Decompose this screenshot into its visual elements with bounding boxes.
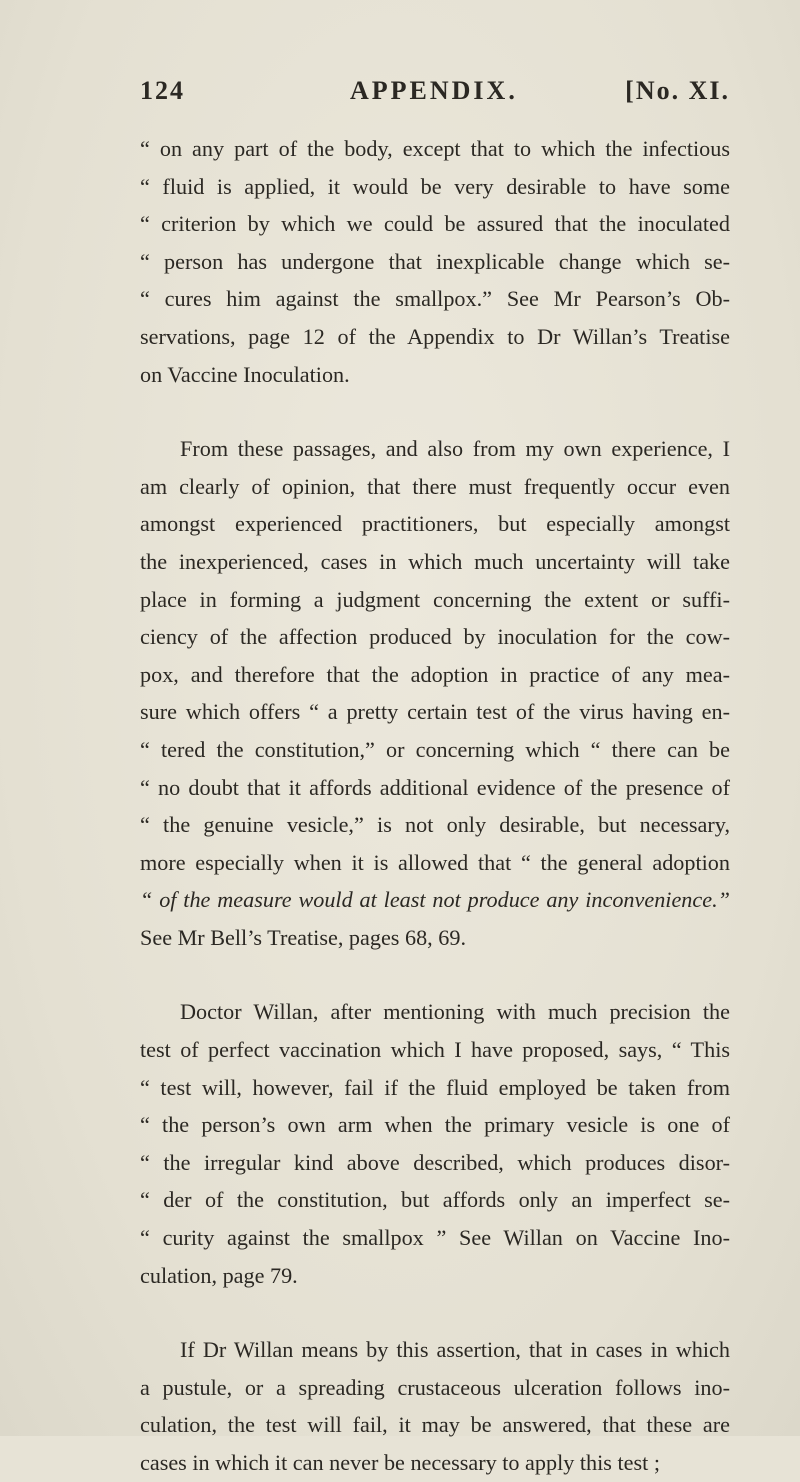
text-line: “ person has undergone that inexplicable change which se- bbox=[140, 248, 730, 274]
text-line: If Dr Willan means by this assertion, that in cases in which bbox=[180, 1337, 730, 1363]
text-line: See Mr Bell’s Treatise, pages 68, 69. bbox=[140, 924, 467, 950]
text-line: “ of the measure would at least not produce any inconvenience.” bbox=[140, 887, 730, 913]
page-number: 124 bbox=[140, 76, 185, 105]
text-line: on Vaccine Inoculation. bbox=[140, 361, 350, 387]
text-line: amongst experienced practitioners, but especially amongst bbox=[140, 511, 730, 537]
body-text bbox=[140, 130, 730, 1482]
text-line: “ tered the constitution,” or concerning which “ there can be bbox=[140, 736, 730, 762]
text-line: pox, and therefore that the adoption in practice of any mea- bbox=[140, 661, 730, 687]
paragraph-4 bbox=[140, 1331, 730, 1481]
text-line: “ the irregular kind above described, which produces disor- bbox=[140, 1149, 730, 1175]
text-line: “ der of the constitution, but affords only an imperfect se- bbox=[140, 1187, 730, 1213]
text-line: ciency of the affection produced by inoculation for the cow- bbox=[140, 624, 730, 650]
text-line: “ test will, however, fail if the fluid employed be taken from bbox=[140, 1074, 730, 1100]
text-line: place in forming a judgment concerning the extent or suffi- bbox=[140, 586, 730, 612]
running-header bbox=[140, 76, 730, 110]
paragraph-2 bbox=[140, 430, 730, 956]
text-line: a pustule, or a spreading crustaceous ulceration follows ino- bbox=[140, 1374, 730, 1400]
text-line: “ the person’s own arm when the primary vesicle is one of bbox=[140, 1112, 730, 1138]
text-line: “ criterion by which we could be assured that the inoculated bbox=[140, 211, 730, 237]
text-line: “ no doubt that it affords additional evidence of the presence of bbox=[140, 774, 730, 800]
text-line: the inexperienced, cases in which much uncertainty will take bbox=[140, 548, 730, 574]
text-line: test of perfect vaccination which I have proposed, says, “ This bbox=[140, 1037, 730, 1063]
running-title: APPENDIX. bbox=[350, 76, 518, 105]
text-line: “ the genuine vesicle,” is not only desirable, but necessary, bbox=[140, 812, 730, 838]
section-number: [No. XI. bbox=[625, 76, 730, 105]
text-line: culation, page 79. bbox=[140, 1262, 298, 1288]
text-line: servations, page 12 of the Appendix to Dr Willan’s Treatise bbox=[140, 323, 730, 349]
text-line: “ fluid is applied, it would be very desirable to have some bbox=[140, 173, 730, 199]
text-line: From these passages, and also from my own experience, I bbox=[180, 436, 730, 462]
text-line: culation, the test will fail, it may be answered, that these are bbox=[140, 1412, 730, 1438]
text-line: sure which offers “ a pretty certain test of the virus having en- bbox=[140, 699, 730, 725]
text-line: more especially when it is allowed that “ the general adoption bbox=[140, 849, 730, 875]
paragraph-3 bbox=[140, 993, 730, 1294]
text-line: am clearly of opinion, that there must frequently occur even bbox=[140, 473, 730, 499]
text-line: “ curity against the smallpox ” See Willan on Vaccine Ino- bbox=[140, 1225, 730, 1251]
text-line: cases in which it can never be necessary to apply this test ; bbox=[140, 1450, 661, 1475]
text-line: “ cures him against the smallpox.” See Mr Pearson’s Ob- bbox=[140, 286, 730, 312]
text-line: Doctor Willan, after mentioning with much precision the bbox=[180, 999, 730, 1025]
text-line: “ on any part of the body, except that to which the infectious bbox=[140, 136, 730, 161]
paragraph-1 bbox=[140, 130, 730, 393]
